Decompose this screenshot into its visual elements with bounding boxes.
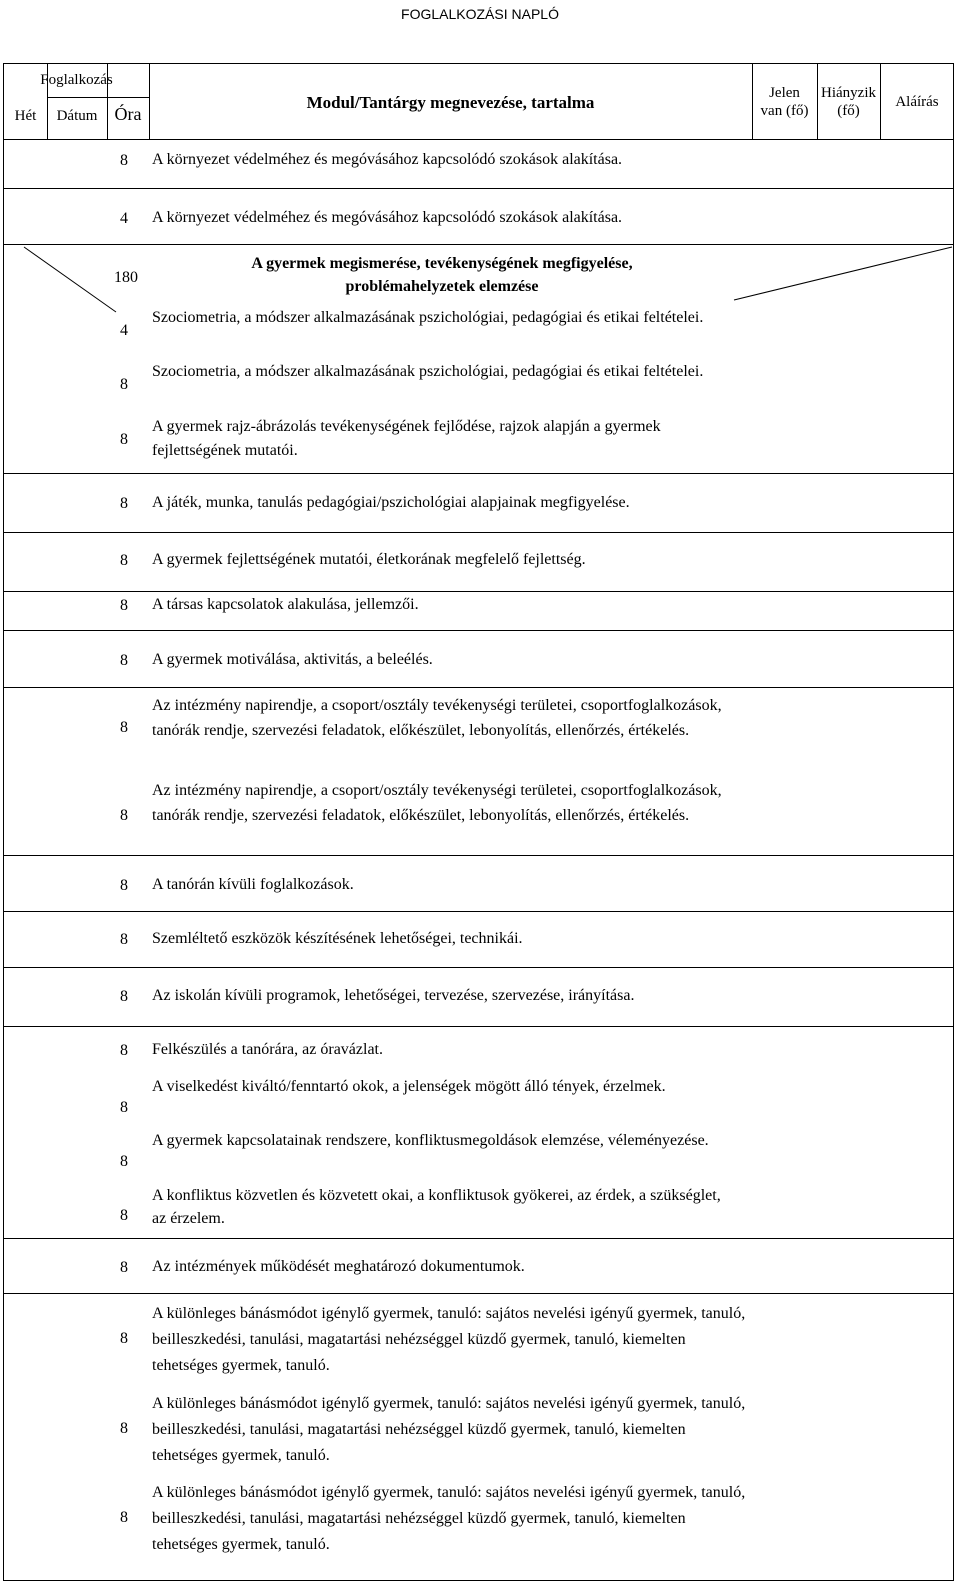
- header-datum: Dátum: [56, 108, 98, 124]
- header-ora: Óra: [114, 104, 142, 124]
- row-hours: 8: [120, 1099, 128, 1116]
- header-jelen-line1: Jelen: [769, 85, 800, 101]
- row-topic: Az iskolán kívüli programok, lehetőségei, tervezése, szervezése, irányítása.: [152, 987, 635, 1004]
- row-topic: Az intézmény napirendje, a csoport/osztály tevékenységi területei, csoportfoglalkozások, tanórák rendje, szervezési feladatok, előkészület, lebonyolítás, ellenőrzés, értékelés.: [152, 697, 722, 739]
- header-hianyzik-line1: Hiányzik: [821, 85, 876, 101]
- row-hours: 8: [120, 988, 128, 1005]
- row-hours: 8: [120, 552, 128, 569]
- row-hours: 8: [120, 931, 128, 948]
- journal-table: [3, 63, 954, 1581]
- row-hours: 8: [120, 1207, 128, 1224]
- row-hours: 8: [120, 1420, 128, 1437]
- header-modul: Modul/Tantárgy megnevezése, tartalma: [306, 93, 595, 112]
- row-separator: [4, 188, 953, 189]
- row-topic: A különleges bánásmódot igénylő gyermek, tanuló: sajátos nevelési igényű gyermek, tanuló, beilleszkedési, tanulási, magatartási nehézséggel küzdő gyermek, tanuló, kiemelten tehetséges gyermek, tanuló.: [152, 1484, 746, 1553]
- row-separator: [4, 1026, 953, 1027]
- row-separator: [4, 911, 953, 912]
- header-alairas: Aláírás: [895, 94, 939, 110]
- row-hours: 8: [120, 1042, 128, 1059]
- row-topic: Szociometria, a módszer alkalmazásának pszichológiai, pedagógiai és etikai feltételei.: [152, 309, 704, 326]
- header-jelen-line2: van (fő): [760, 103, 809, 119]
- row-hours: 8: [120, 1259, 128, 1276]
- row-hours: 4: [120, 322, 128, 339]
- row-hours: 8: [120, 807, 128, 824]
- row-topic: Szemléltető eszközök készítésének lehetőségei, technikái.: [152, 930, 523, 947]
- row-topic: A viselkedést kiváltó/fenntartó okok, a jelenségek mögött álló tények, érzelmek.: [152, 1078, 666, 1095]
- header-foglalkozas: Foglalkozás: [40, 72, 113, 88]
- row-topic: A különleges bánásmódot igénylő gyermek, tanuló: sajátos nevelési igényű gyermek, tanuló, beilleszkedési, tanulási, magatartási nehézséggel küzdő gyermek, tanuló, kiemelten tehetséges gyermek, tanuló.: [152, 1305, 746, 1374]
- header-het: Hét: [14, 108, 37, 124]
- row-topic: A játék, munka, tanulás pedagógiai/pszichológiai alapjainak megfigyelése.: [152, 494, 630, 511]
- row-topic: A tanórán kívüli foglalkozások.: [152, 876, 354, 893]
- row-hours: 8: [120, 1330, 128, 1347]
- row-topic: A gyermek motiválása, aktivitás, a beleélés.: [152, 651, 433, 668]
- row-separator: [4, 1238, 953, 1239]
- row-topic: Felkészülés a tanórára, az óravázlat.: [152, 1041, 383, 1058]
- row-hours: 8: [120, 1509, 128, 1526]
- header-hianyzik-line2: (fő): [837, 103, 860, 119]
- row-separator: [4, 855, 953, 856]
- page-title: FOGLALKOZÁSI NAPLÓ: [401, 6, 559, 22]
- row-hours: 8: [120, 597, 128, 614]
- row-separator: [4, 687, 953, 688]
- diagonal-line-right: [734, 247, 952, 300]
- row-hours: 4: [120, 210, 128, 227]
- row-hours: 8: [120, 376, 128, 393]
- row-hours: 8: [120, 719, 128, 736]
- row-topic: A környezet védelméhez és megóvásához kapcsolódó szokások alakítása.: [152, 209, 623, 226]
- row-hours: 8: [120, 652, 128, 669]
- row-hours: 180: [114, 269, 138, 286]
- row-separator: [4, 532, 953, 533]
- section-heading: A gyermek megismerése, tevékenységének megfigyelése, problémahelyzetek elemzése: [251, 255, 633, 295]
- row-separator: [4, 473, 953, 474]
- row-hours: 8: [120, 495, 128, 512]
- row-hours: 8: [120, 1153, 128, 1170]
- row-hours: 8: [120, 431, 128, 448]
- row-topic: A gyermek kapcsolatainak rendszere, konfliktusmegoldások elemzése, véleményezése.: [152, 1132, 709, 1149]
- row-topic: A társas kapcsolatok alakulása, jellemzői.: [152, 596, 419, 613]
- row-topic: A különleges bánásmódot igénylő gyermek, tanuló: sajátos nevelési igényű gyermek, tanuló, beilleszkedési, tanulási, magatartási nehézséggel küzdő gyermek, tanuló, kiemelten tehetséges gyermek, tanuló.: [152, 1395, 746, 1464]
- row-hours: 8: [120, 152, 128, 169]
- row-topic: A gyermek rajz-ábrázolás tevékenységének fejlődése, rajzok alapján a gyermek fejlettségének mutatói.: [152, 418, 661, 459]
- diagonal-line-left: [24, 247, 116, 312]
- row-topic: A gyermek fejlettségének mutatói, életkorának megfelelő fejlettség.: [152, 551, 586, 568]
- row-hours: 8: [120, 877, 128, 894]
- row-topic: Az intézmények működését meghatározó dokumentumok.: [152, 1258, 525, 1275]
- row-separator: [4, 1293, 953, 1294]
- row-separator: [4, 967, 953, 968]
- row-topic: A környezet védelméhez és megóvásához kapcsolódó szokások alakítása.: [152, 151, 623, 168]
- row-topic: Az intézmény napirendje, a csoport/osztály tevékenységi területei, csoportfoglalkozások, tanórák rendje, szervezési feladatok, előkészület, lebonyolítás, ellenőrzés, értékelés.: [152, 782, 722, 824]
- row-topic: A konfliktus közvetlen és közvetett okai, a konfliktusok gyökerei, az érdek, a szükséglet, az érzelem.: [152, 1187, 721, 1227]
- row-separator: [4, 244, 953, 245]
- row-separator: [4, 630, 953, 631]
- row-topic: Szociometria, a módszer alkalmazásának pszichológiai, pedagógiai és etikai feltételei.: [152, 363, 704, 380]
